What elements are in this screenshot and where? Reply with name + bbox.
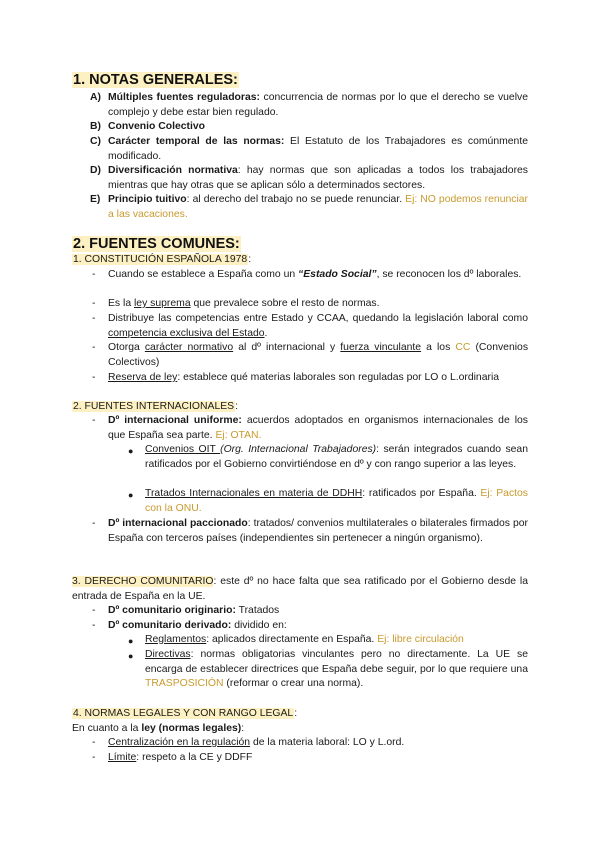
marker-c: C) (90, 136, 101, 147)
dash-bullet: - (92, 313, 96, 324)
marker-e: E) (90, 194, 101, 205)
item-b (108, 120, 528, 135)
subsection-comunitario-heading: 3. DERECHO COMUNITARIO (72, 576, 214, 587)
subsection-internacionales-heading: 2. FUENTES INTERNACIONALES: (73, 401, 238, 412)
item-d-text: : hay normas que son aplicadas a todos los trabajadores mientras que hay otras que se aplican sólo a determinados sectores. (108, 165, 528, 191)
item-b-term: Convenio Colectivo (108, 121, 205, 132)
dot-bullet: ● (128, 651, 134, 661)
internacionales-subbullet-2: Tratados Internacionales en materia de DDHH: ratificados por España. Ej: Pactos con la ONU. (145, 488, 528, 514)
item-a-term: Múltiples fuentes reguladoras: (108, 92, 260, 103)
internacionales-bullet-1: Dº internacional uniforme: acuerdos adoptados en organismos internacionales de los que España sea parte. Ej: OTAN. (108, 415, 528, 441)
constitucion-bullet-1: Cuando se establece a España como un “Estado Social”, se reconocen los dº laborales. (108, 269, 522, 280)
item-a (108, 91, 528, 120)
comunitario-bullet-1: Dº comunitario originario: Tratados (108, 605, 280, 616)
marker-a: A) (90, 92, 101, 103)
normas-bullet-2: Límite: respeto a la CE y DDFF (108, 752, 253, 763)
dot-bullet: ● (128, 490, 134, 500)
dot-bullet: ● (128, 446, 134, 456)
dash-bullet: - (92, 269, 96, 280)
constitucion-bullet-5: Reserva de ley: establece qué materias laborales son reguladas por LO o L.ordinaria (108, 372, 500, 383)
dash-bullet: - (92, 342, 96, 353)
dash-bullet: - (92, 298, 96, 309)
item-c-term: Carácter temporal de las normas: (108, 136, 285, 147)
dash-bullet: - (92, 737, 96, 748)
constitucion-bullet-2: Es la ley suprema que prevalece sobre el resto de normas. (108, 298, 380, 309)
item-d-term: Diversificación normativa (108, 165, 238, 176)
item-e-example: Ej: NO podemos renunciar a las vacaciones. (108, 194, 529, 220)
dash-bullet: - (92, 752, 96, 763)
dash-bullet: - (92, 620, 96, 631)
subsection-normas-heading: 4. NORMAS LEGALES Y CON RANGO LEGAL: (73, 708, 298, 719)
comunitario-bullet-2: Dº comunitario derivado: dividido en: (108, 620, 287, 631)
normas-bullet-1: Centralización en la regulación de la materia laboral: LO y L.ord. (108, 737, 405, 748)
dash-bullet: - (92, 518, 96, 529)
item-c-text: El Estatuto de los Trabajadores es comúnmente modificado. (108, 136, 528, 162)
internacionales-subbullet-1: Convenios OIT (Org. Internacional Trabajadores): serán integrados cuando sean ratificados por el Gobierno convirtiéndose en dº y con rango superior a las leyes. (145, 444, 528, 470)
normas-intro: En cuanto a la ley (normas legales): (72, 723, 245, 734)
dash-bullet: - (92, 372, 96, 383)
item-e-text: : al derecho del trabajo no se puede renunciar. (186, 194, 406, 205)
comunitario-subbullet-2: Directivas: normas obligatorias vinculantes pero no directamente. La UE se encarga de establecer directrices que España debe seguir, por lo que requiere una TRASPOSICIÓN (reformar o crear una norma). (145, 649, 528, 690)
section-1-title: 1. NOTAS GENERALES: (73, 72, 238, 88)
subsection-constitucion-heading: 1. CONSTITUCIÓN ESPAÑOLA 1978: (73, 254, 252, 265)
item-e-term: Principio tuitivo (108, 194, 187, 205)
internacionales-bullet-2: Dº internacional paccionado: tratados/ convenios multilaterales o bilaterales firmados por España con terceros países (independientes sin pertenecer a ningún organismo). (108, 518, 528, 544)
comunitario-subbullet-1: Reglamentos: aplicados directamente en España. Ej: libre circulación (145, 634, 464, 645)
dash-bullet: - (92, 605, 96, 616)
marker-b: B) (90, 121, 101, 132)
item-a-text: concurrencia de normas por lo que el derecho se vuelve complejo y debe estar bien regulado. (108, 92, 528, 118)
subsection-comunitario: 3. DERECHO COMUNITARIO: este dº no hace falta que sea ratificado por el Gobierno desde la entrada de España en la UE. (72, 576, 528, 602)
marker-d: D) (90, 165, 101, 176)
item-c (108, 135, 528, 164)
dot-bullet: ● (128, 636, 134, 646)
constitucion-bullet-4: Otorga carácter normativo al dº internacional y fuerza vinculante a los CC (Convenios Colectivos) (108, 342, 529, 368)
section-2-title: 2. FUENTES COMUNES: (73, 236, 240, 252)
constitucion-bullet-3: Distribuye las competencias entre Estado y CCAA, quedando la legislación laboral como competencia exclusiva del Estado. (108, 313, 528, 339)
dash-bullet: - (92, 415, 96, 426)
item-e (108, 193, 528, 222)
item-d (108, 164, 528, 193)
